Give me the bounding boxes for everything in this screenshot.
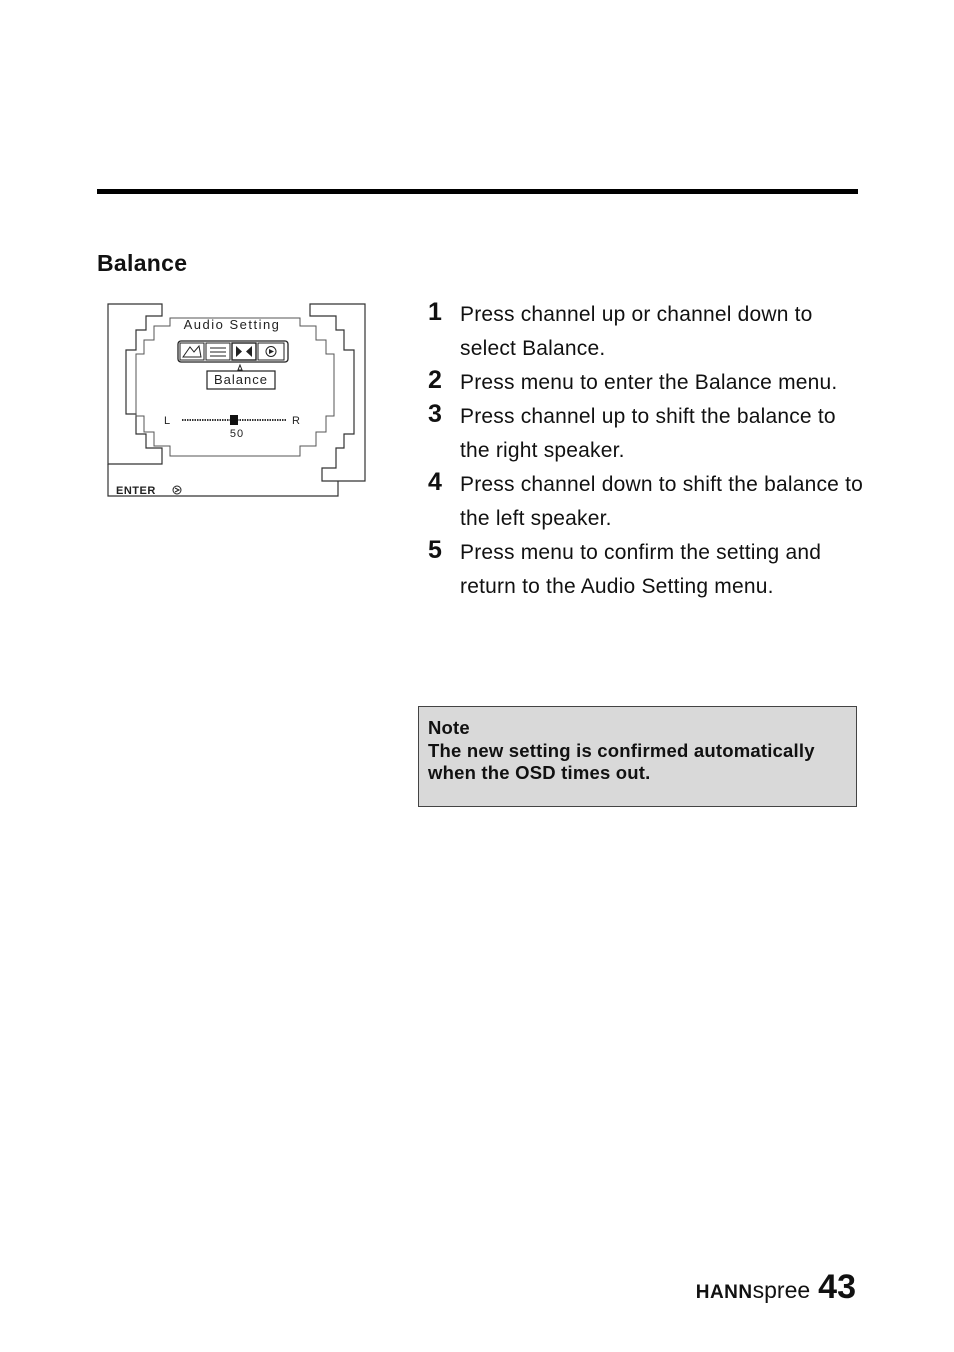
page-footer xyxy=(696,1268,856,1307)
osd-left-label: L xyxy=(163,415,171,427)
step-number: 1 xyxy=(428,298,443,326)
step-item xyxy=(426,366,866,400)
osd-screen xyxy=(100,296,380,506)
step-number: 4 xyxy=(428,468,443,496)
step-item xyxy=(426,468,866,536)
step-item xyxy=(426,400,866,468)
section-title: Balance xyxy=(97,250,188,276)
header-rule xyxy=(97,189,858,194)
note-text: The new setting is confirmed automatically when the OSD times out. xyxy=(428,739,815,783)
brand-logo-bold: HANN xyxy=(695,1282,753,1303)
step-item xyxy=(426,298,866,366)
step-number: 3 xyxy=(428,400,443,428)
step-text: Press menu to confirm the setting and return to the Audio Setting menu. xyxy=(460,541,822,598)
osd-right-label: R xyxy=(292,415,300,427)
step-item xyxy=(426,536,866,604)
note-title: Note xyxy=(428,717,470,738)
step-number: 2 xyxy=(428,366,443,394)
treble-icon xyxy=(180,343,204,360)
osd-enter-label: ENTER xyxy=(116,485,156,497)
brand-logo-light: spree xyxy=(752,1277,811,1303)
osd-title: Audio Setting xyxy=(183,317,281,332)
step-text: Press channel up or channel down to select Balance. xyxy=(460,303,813,360)
bass-icon xyxy=(206,343,230,360)
note-box xyxy=(418,706,857,807)
osd-value: 50 xyxy=(229,428,245,440)
step-text: Press channel up to shift the balance to the right speaker. xyxy=(460,405,836,462)
cursor-pointer-icon xyxy=(238,365,242,370)
audio-mode-icon xyxy=(258,343,284,360)
enter-icon xyxy=(173,486,181,494)
osd-frame-right xyxy=(310,304,365,481)
step-text: Press menu to enter the Balance menu. xyxy=(460,371,838,394)
step-number: 5 xyxy=(428,536,443,564)
step-text: Press channel down to shift the balance to the left speaker. xyxy=(460,473,863,530)
steps-list xyxy=(426,298,866,604)
balance-slider-thumb xyxy=(230,415,238,425)
osd-selected-item: Balance xyxy=(214,372,268,387)
osd-illustration xyxy=(100,296,380,506)
balance-icon xyxy=(232,343,256,360)
page-number: 43 xyxy=(818,1268,856,1306)
